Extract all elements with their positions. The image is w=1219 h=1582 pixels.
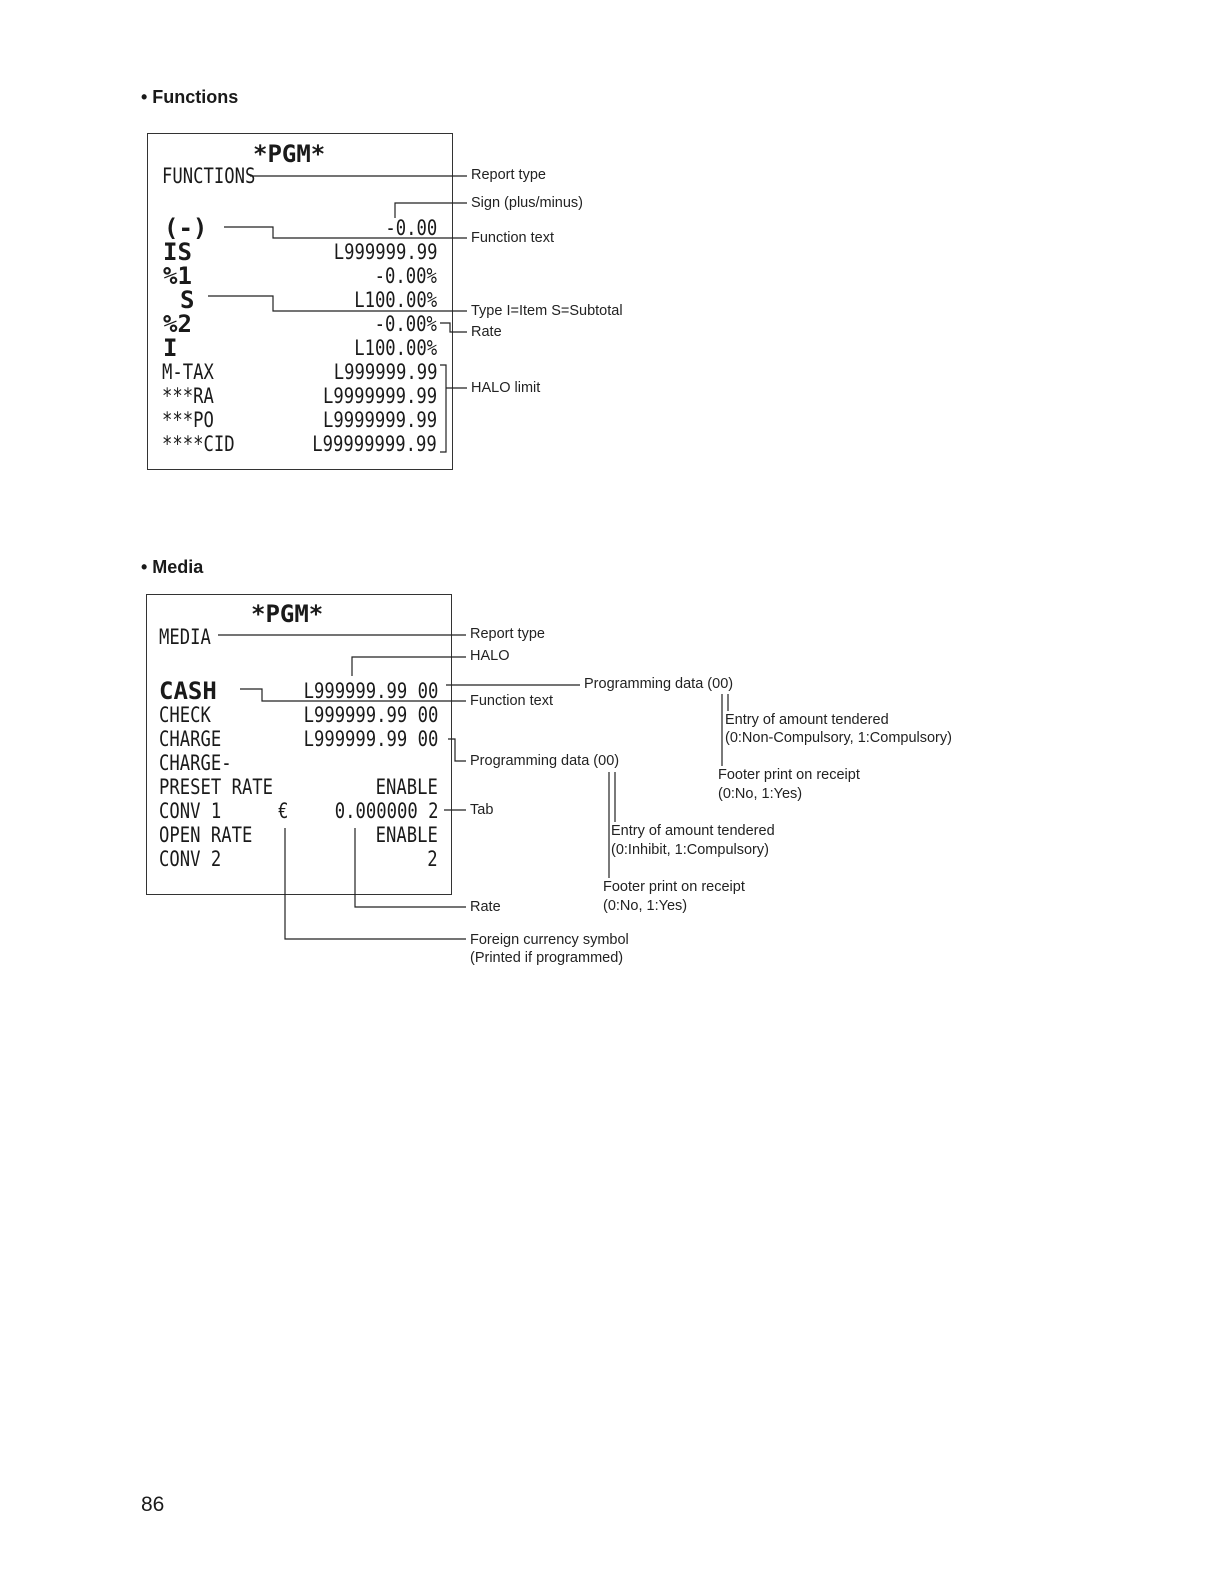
- media-row-value: ENABLE: [375, 823, 438, 847]
- annotation-footer-print: Footer print on receipt: [718, 767, 860, 783]
- annotation-foreign-currency: Foreign currency symbol: [470, 932, 629, 948]
- media-row-label: CONV 2: [159, 847, 222, 871]
- functions-row-value: -0.00%: [374, 312, 437, 336]
- media-row-label: OPEN RATE: [159, 823, 253, 847]
- annotation-entry-amount: (0:Non-Compulsory, 1:Compulsory): [725, 730, 952, 746]
- functions-row-label: IS: [163, 238, 192, 266]
- functions-row-label: ***PO: [162, 408, 214, 432]
- annotation-rate: Rate: [470, 899, 501, 915]
- annotation-halo-limit: HALO limit: [471, 380, 541, 396]
- page-number: 86: [141, 1493, 165, 1516]
- media-report-type: MEDIA: [159, 625, 211, 649]
- annotation-foreign-currency: (Printed if programmed): [470, 950, 624, 966]
- annotation-footer-print: (0:No, 1:Yes): [718, 786, 803, 802]
- media-heading: • Media: [141, 557, 204, 577]
- annotation-entry-amount: Entry of amount tendered: [725, 712, 889, 728]
- functions-row-label: ***RA: [162, 384, 214, 408]
- annotation-tab: Tab: [470, 802, 494, 818]
- annotation-entry-amount: (0:Inhibit, 1:Compulsory): [611, 842, 769, 858]
- functions-row-value: L9999999.99: [322, 384, 437, 408]
- annotation-footer-print: Footer print on receipt: [603, 879, 745, 895]
- media-row-value: L999999.99 00: [303, 703, 438, 727]
- functions-row-label: (-): [164, 214, 208, 242]
- annotation-function-text: Function text: [471, 230, 555, 246]
- functions-row-value: -0.00: [385, 216, 437, 240]
- media-row-label: CONV 1: [159, 799, 222, 823]
- functions-row-label: S: [180, 286, 195, 314]
- annotation-rate: Rate: [471, 324, 502, 340]
- annotation-function-text: Function text: [470, 693, 554, 709]
- functions-receipt-title: *PGM*: [253, 140, 326, 168]
- annotation-programming-data: Programming data (00): [470, 753, 620, 769]
- functions-row-value: L999999.99: [333, 360, 437, 384]
- annotation-report-type: Report type: [471, 167, 546, 183]
- annotation-programming-data: Programming data (00): [584, 676, 734, 692]
- annotation-type: Type I=Item S=Subtotal: [471, 303, 623, 319]
- functions-row-label: I: [163, 334, 178, 362]
- media-row-label: CHECK: [159, 703, 211, 727]
- functions-report-type: FUNCTIONS: [162, 164, 256, 188]
- annotation-sign: Sign (plus/minus): [471, 195, 584, 211]
- functions-heading: • Functions: [141, 87, 239, 107]
- media-receipt-title: *PGM*: [251, 600, 324, 628]
- functions-row-value: L99999999.99: [312, 432, 437, 456]
- media-row-label: PRESET RATE: [159, 775, 274, 799]
- media-row-label: CHARGE-: [159, 751, 232, 775]
- media-row-label: CHARGE: [159, 727, 222, 751]
- functions-row-label: %2: [163, 310, 192, 338]
- functions-row-label: M-TAX: [162, 360, 214, 384]
- annotation-halo: HALO: [470, 648, 510, 664]
- functions-row-label: ****CID: [162, 432, 235, 456]
- functions-row-value: L999999.99: [333, 240, 437, 264]
- functions-row-value: L100.00%: [354, 288, 437, 312]
- annotation-footer-print: (0:No, 1:Yes): [603, 898, 688, 914]
- media-row-value: 2: [427, 847, 438, 871]
- media-row-value: L999999.99 00: [303, 727, 438, 751]
- functions-row-value: -0.00%: [374, 264, 437, 288]
- media-row-value: L999999.99 00: [303, 679, 438, 703]
- functions-row-value: L100.00%: [354, 336, 437, 360]
- media-row-value: ENABLE: [375, 775, 438, 799]
- functions-row-label: %1: [163, 262, 192, 290]
- annotation-entry-amount: Entry of amount tendered: [611, 823, 775, 839]
- functions-row-value: L9999999.99: [322, 408, 437, 432]
- media-row-value: 0.000000 2: [334, 799, 438, 823]
- media-row-label: CASH: [159, 677, 217, 705]
- currency-symbol: €: [278, 799, 289, 823]
- annotation-report-type: Report type: [470, 626, 545, 642]
